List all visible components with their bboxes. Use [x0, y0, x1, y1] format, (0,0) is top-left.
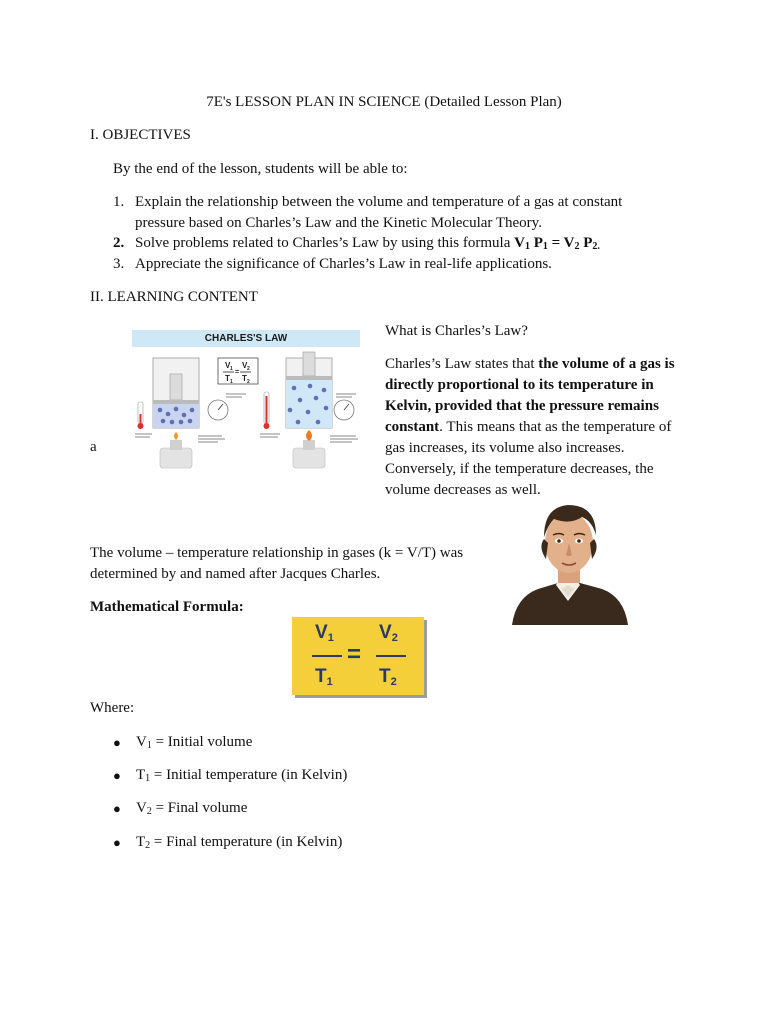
- objective-number: 2.: [113, 235, 125, 251]
- objectives-intro: By the end of the lesson, students will be able to:: [113, 161, 408, 177]
- formula-equals: =: [347, 641, 362, 668]
- svg-text:T: T: [225, 374, 230, 383]
- objective-item: [113, 254, 653, 275]
- svg-text:T: T: [242, 374, 247, 383]
- formula-box: [292, 617, 424, 695]
- objective-item: [113, 192, 653, 234]
- svg-text:V: V: [242, 361, 248, 370]
- stray-character: a: [90, 439, 97, 455]
- formula-t1: $T_1$: [315, 666, 333, 688]
- jacques-charles-portrait: [508, 497, 630, 625]
- svg-text:1: 1: [230, 366, 233, 372]
- bullet-icon: ●: [113, 768, 121, 783]
- definition-paragraph: [385, 354, 685, 501]
- formula-t2: $T_2$: [379, 666, 397, 688]
- document-title: 7E's LESSON PLAN IN SCIENCE (Detailed Lesson Plan): [206, 94, 562, 110]
- objectives-heading: I. OBJECTIVES: [90, 127, 191, 143]
- objective-number: 1.: [113, 194, 125, 210]
- definition-tail: . This means that as the temperature of gas increases, its volume also increases. Conversely, if the temperature decreases, the volume decreases as well.: [385, 419, 672, 498]
- definition-bold: the volume of a gas is directly proportional to its temperature in Kelvin, provided that the pressure remains constant: [385, 356, 675, 435]
- objective-text: Explain the relationship between the volume and temperature of a gas at constant pressure based on Charles’s Law and the Kinetic Molecular Theory.: [135, 194, 623, 231]
- svg-text:V: V: [225, 361, 231, 370]
- definition-lead: Charles’s Law states that: [385, 356, 539, 372]
- relationship-paragraph: The volume – temperature relationship in gases (k = V/T) was determined by and named after Jacques Charles.: [90, 545, 464, 582]
- svg-text:=: =: [235, 369, 240, 376]
- illustration-drawing: [130, 330, 362, 478]
- formula-v1: $V_1$: [315, 622, 334, 644]
- objective-text-lead: Solve problems related to Charles’s Law by using this formula: [135, 235, 515, 251]
- bullet-icon: ●: [113, 801, 121, 816]
- list-item: ● $V_1$ = Initial volume: [113, 734, 253, 751]
- list-item: ● $T_1$ = Initial temperature (in Kelvin): [113, 767, 348, 784]
- fraction-bar: [376, 655, 406, 657]
- objective-item: [113, 233, 653, 254]
- question-text: What is Charles’s Law?: [385, 323, 528, 339]
- bullet-icon: ●: [113, 735, 121, 750]
- svg-text:1: 1: [230, 379, 233, 385]
- objective-text: [135, 233, 653, 254]
- where-label: Where:: [90, 700, 135, 716]
- charles-law-illustration: [130, 330, 362, 478]
- objective-number: 3.: [113, 256, 125, 272]
- illustration-title: CHARLES'S LAW: [204, 333, 288, 344]
- list-item: ● $V_2$ = Final volume: [113, 800, 248, 817]
- math-formula-heading: Mathematical Formula:: [90, 599, 244, 615]
- objective-text: Appreciate the significance of Charles’s Law in real-life applications.: [135, 256, 552, 272]
- svg-text:2: 2: [247, 379, 250, 385]
- objective-formula: $V_1$ $P_1 = V_2$ $P_{2.}$: [514, 235, 600, 252]
- learning-content-heading: II. LEARNING CONTENT: [90, 289, 258, 305]
- list-item: ● $T_2$ = Final temperature (in Kelvin): [113, 834, 343, 851]
- bullet-icon: ●: [113, 835, 121, 850]
- svg-text:2: 2: [247, 366, 250, 372]
- formula-v2: $V_2$: [379, 622, 398, 644]
- fraction-bar: [312, 655, 342, 657]
